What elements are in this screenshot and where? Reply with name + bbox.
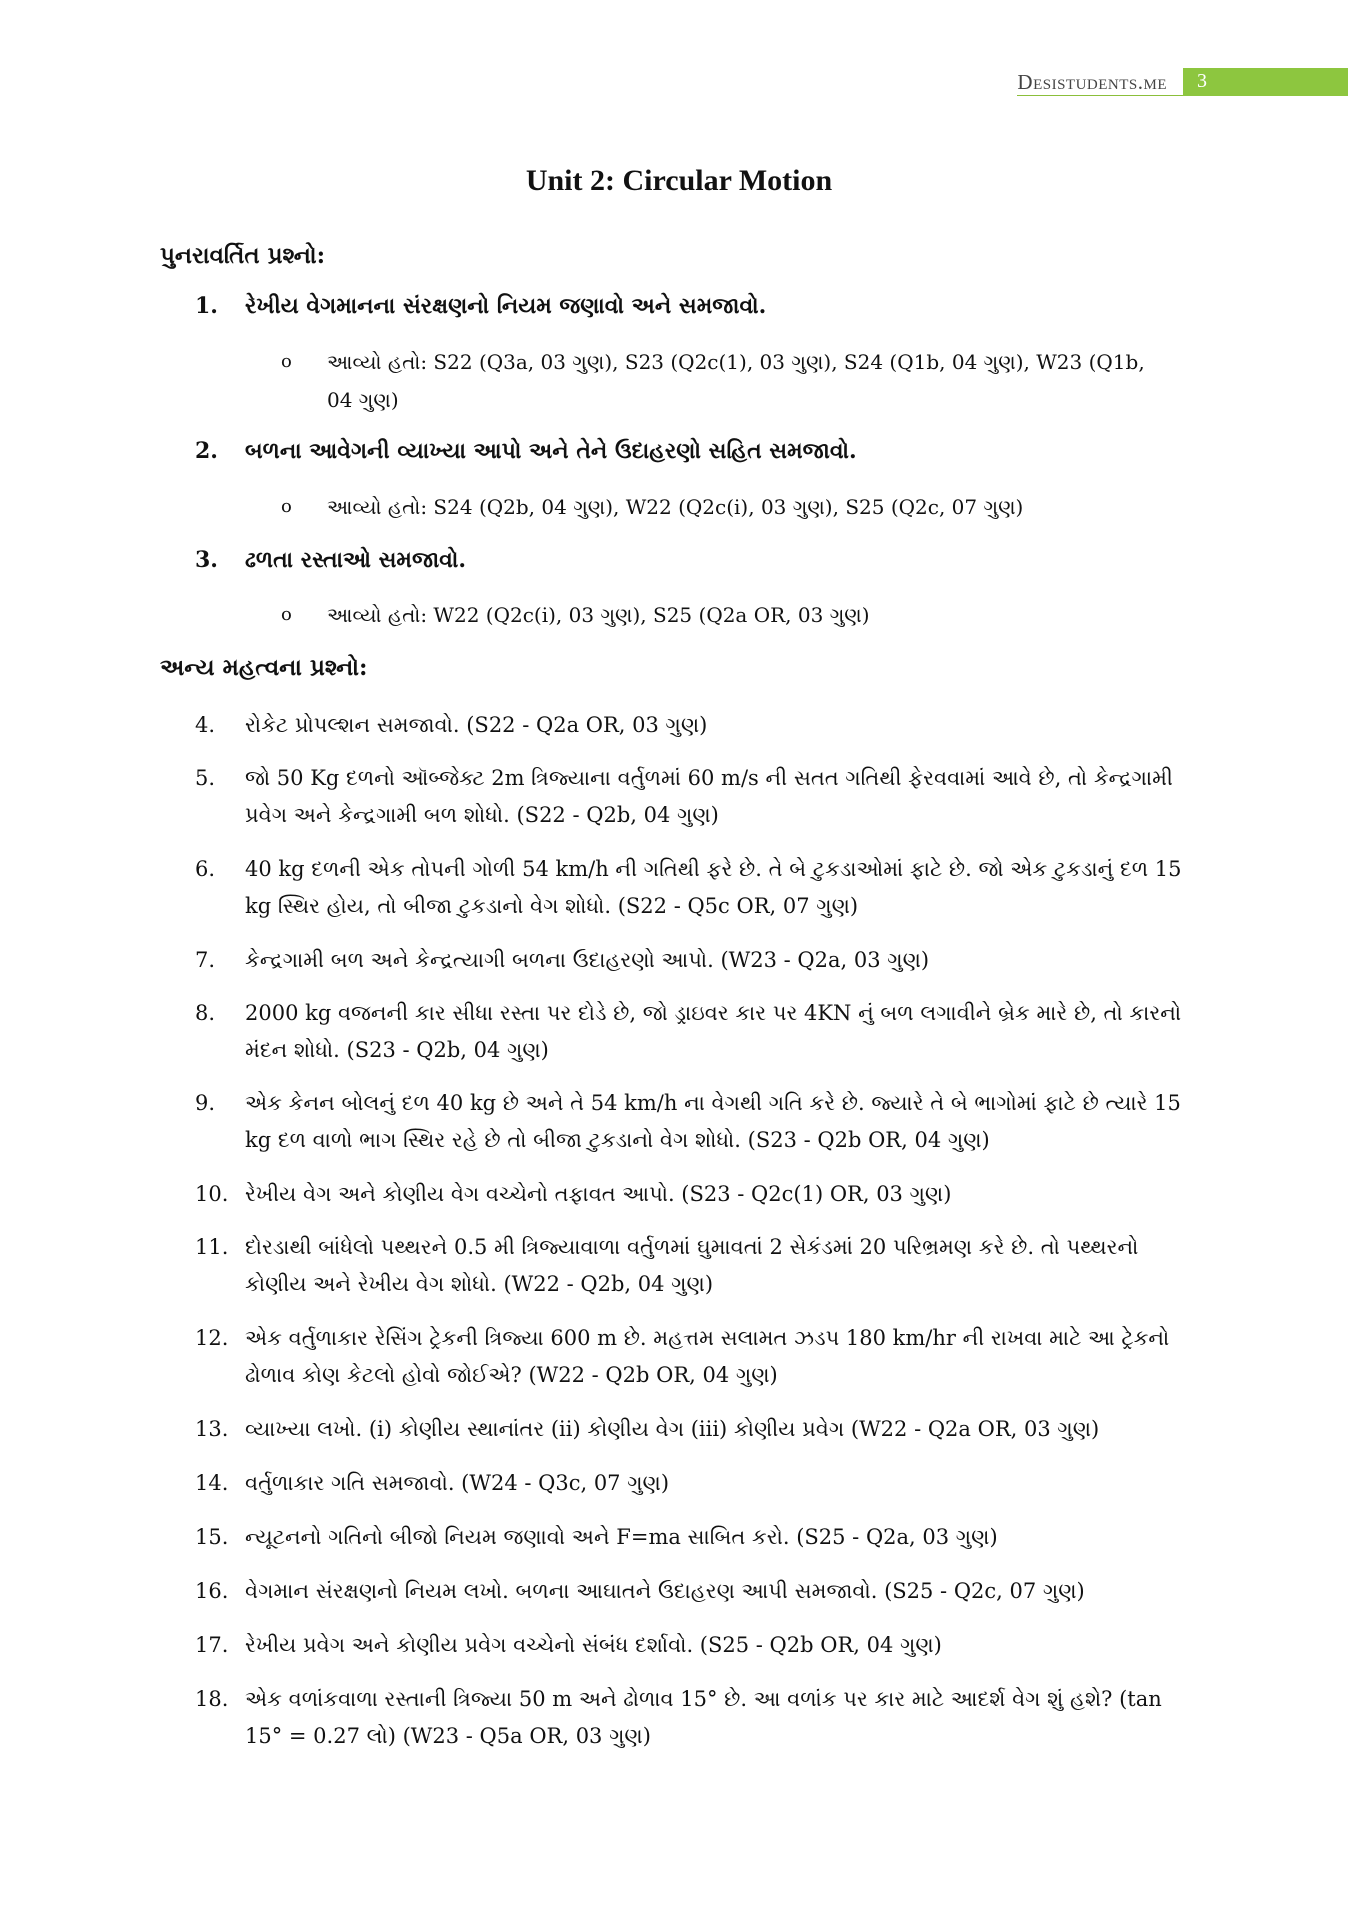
question-item	[195, 995, 1200, 1069]
question-text: એક કેનન બોલનું દળ 40 kg છે અને તે 54 km/h ના વેગથી ગતિ કરે છે. જ્યારે તે બે ભાગોમાં ફાટે છે ત્યારે 15 kg દળ વાળો ભાગ સ્થિર રહે છે તો બીજા ટુકડાનો વેગ શોધો. (S23 - Q2b OR, 04 ગુણ)	[245, 1091, 1181, 1152]
question-text: કેન્દ્રગામી બળ અને કેન્દ્રત્યાગી બળના ઉદાહરણો આપો. (W23 - Q2a, 03 ગુણ)	[245, 948, 930, 972]
question-item	[195, 1681, 1200, 1755]
question-number: 9.	[195, 1091, 216, 1115]
question-item	[195, 707, 1200, 744]
site-name: Desistudents.me	[1017, 68, 1183, 96]
page-header	[1017, 68, 1348, 96]
question-number: 15.	[195, 1525, 229, 1549]
section-heading-repeated: પુનરાવર્તિત પ્રશ્નો:	[160, 242, 326, 269]
question-number: 1.	[195, 293, 218, 319]
question-item	[195, 851, 1200, 925]
question-item	[195, 942, 1200, 979]
question-number: 3.	[195, 547, 218, 573]
question-text: રેખીય વેગમાનના સંરક્ષણનો નિયમ જણાવો અને સમજાવો.	[245, 293, 767, 319]
question-number: 17.	[195, 1633, 229, 1657]
question-number: 8.	[195, 1001, 216, 1025]
question-text: 2000 kg વજનની કાર સીધા રસ્તા પર દોડે છે, જો ડ્રાઇવર કાર પર 4KN નું બળ લગાવીને બ્રેક મારે છે, તો કારનો મંદન શોધો. (S23 - Q2b, 04 ગુણ)	[245, 1001, 1182, 1062]
asked-text: આવ્યો હતો: W22 (Q2c(i), 03 ગુણ), S25 (Q2a OR, 03 ગુણ)	[327, 603, 870, 627]
question-item	[195, 1176, 1200, 1213]
question-text: રેખીય પ્રવેગ અને કોણીય પ્રવેગ વચ્ચેનો સંબંધ દર્શાવો. (S25 - Q2b OR, 04 ગુણ)	[245, 1633, 942, 1657]
question-item	[195, 1465, 1200, 1502]
bullet-marker: o	[281, 604, 292, 625]
section-heading-other: અન્ય મહત્વના પ્રશ્નો:	[160, 654, 368, 681]
question-text: ઢળતા રસ્તાઓ સમજાવો.	[245, 547, 467, 573]
question-number: 16.	[195, 1579, 229, 1603]
asked-info	[281, 488, 1165, 526]
question-text: ન્યૂટનનો ગતિનો બીજો નિયમ જણાવો અને F=ma સાબિત કરો. (S25 - Q2a, 03 ગુણ)	[245, 1525, 998, 1549]
page-number: 3	[1183, 68, 1348, 96]
question-text: વ્યાખ્યા લખો. (i) કોણીય સ્થાનાંતર (ii) કોણીય વેગ (iii) કોણીય પ્રવેગ (W22 - Q2a OR, 03 ગુણ)	[245, 1417, 1100, 1441]
question-text: જો 50 Kg દળનો ઑબ્જેક્ટ 2m ત્રિજ્યાના વર્તુળમાં 60 m/s ની સતત ગતિથી ફેરવવામાં આવે છે, તો કેન્દ્રગામી પ્રવેગ અને કેન્દ્રગામી બળ શોધો. (S22 - Q2b, 04 ગુણ)	[245, 766, 1173, 827]
page-title: Unit 2: Circular Motion	[525, 164, 833, 197]
question-text: રોકેટ પ્રોપલ્શન સમજાવો. (S22 - Q2a OR, 03 ગુણ)	[245, 713, 708, 737]
asked-info	[281, 343, 1165, 419]
question-item	[195, 542, 1200, 579]
question-item	[195, 1320, 1200, 1394]
question-item	[195, 760, 1200, 834]
question-number: 4.	[195, 713, 216, 737]
question-number: 11.	[195, 1235, 229, 1259]
asked-text: આવ્યો હતો: S22 (Q3a, 03 ગુણ), S23 (Q2c(1), 03 ગુણ), S24 (Q1b, 04 ગુણ), W23 (Q1b, 04 ગુણ)	[327, 350, 1145, 412]
question-item	[195, 1519, 1200, 1556]
question-text: રેખીય વેગ અને કોણીય વેગ વચ્ચેનો તફાવત આપો. (S23 - Q2c(1) OR, 03 ગુણ)	[245, 1182, 952, 1206]
asked-info	[281, 596, 1165, 634]
question-number: 2.	[195, 438, 218, 464]
question-text: વર્તુળાકાર ગતિ સમજાવો. (W24 - Q3c, 07 ગુણ)	[245, 1471, 670, 1495]
question-number: 18.	[195, 1687, 229, 1711]
question-number: 10.	[195, 1182, 229, 1206]
question-number: 14.	[195, 1471, 229, 1495]
question-number: 5.	[195, 766, 216, 790]
asked-text: આવ્યો હતો: S24 (Q2b, 04 ગુણ), W22 (Q2c(i), 03 ગુણ), S25 (Q2c, 07 ગુણ)	[327, 495, 1024, 519]
question-text: એક વળાંકવાળા રસ્તાની ત્રિજ્યા 50 m અને ઢોળાવ 15° છે. આ વળાંક પર કાર માટે આદર્શ વેગ શું હશે? (tan 15° = 0.27 લો) (W23 - Q5a OR, 03 ગુણ)	[245, 1687, 1162, 1748]
question-item	[195, 1229, 1200, 1303]
question-text: બળના આવેગની વ્યાખ્યા આપો અને તેને ઉદાહરણો સહિત સમજાવો.	[245, 438, 857, 464]
question-item	[195, 433, 1200, 470]
question-number: 12.	[195, 1326, 229, 1350]
question-item	[195, 1573, 1200, 1610]
bullet-marker: o	[281, 496, 292, 517]
question-text: એક વર્તુળાકાર રેસિંગ ટ્રેકની ત્રિજ્યા 600 m છે. મહત્તમ સલામત ઝડપ 180 km/hr ની રાખવા માટે આ ટ્રેકનો ઢોળાવ કોણ કેટલો હોવો જોઈએ? (W22 - Q2b OR, 04 ગુણ)	[245, 1326, 1170, 1387]
question-item	[195, 1085, 1200, 1159]
question-number: 13.	[195, 1417, 229, 1441]
bullet-marker: o	[281, 351, 292, 372]
question-text: દોરડાથી બાંધેલો પથ્થરને 0.5 મી ત્રિજ્યાવાળા વર્તુળમાં ઘુમાવતાં 2 સેકંડમાં 20 પરિભ્રમણ કરે છે. તો પથ્થરનો કોણીય અને રેખીય વેગ શોધો. (W22 - Q2b, 04 ગુણ)	[245, 1235, 1139, 1296]
question-number: 7.	[195, 948, 216, 972]
question-text: 40 kg દળની એક તોપની ગોળી 54 km/h ની ગતિથી ફરે છે. તે બે ટુકડાઓમાં ફાટે છે. જો એક ટુકડાનું દળ 15 kg સ્થિર હોય, તો બીજા ટુકડાનો વેગ શોધો. (S22 - Q5c OR, 07 ગુણ)	[245, 857, 1182, 918]
question-text: વેગમાન સંરક્ષણનો નિયમ લખો. બળના આઘાતને ઉદાહરણ આપી સમજાવો. (S25 - Q2c, 07 ગુણ)	[245, 1579, 1085, 1603]
question-item	[195, 288, 1200, 325]
question-item	[195, 1627, 1200, 1664]
question-number: 6.	[195, 857, 216, 881]
question-item	[195, 1411, 1200, 1448]
